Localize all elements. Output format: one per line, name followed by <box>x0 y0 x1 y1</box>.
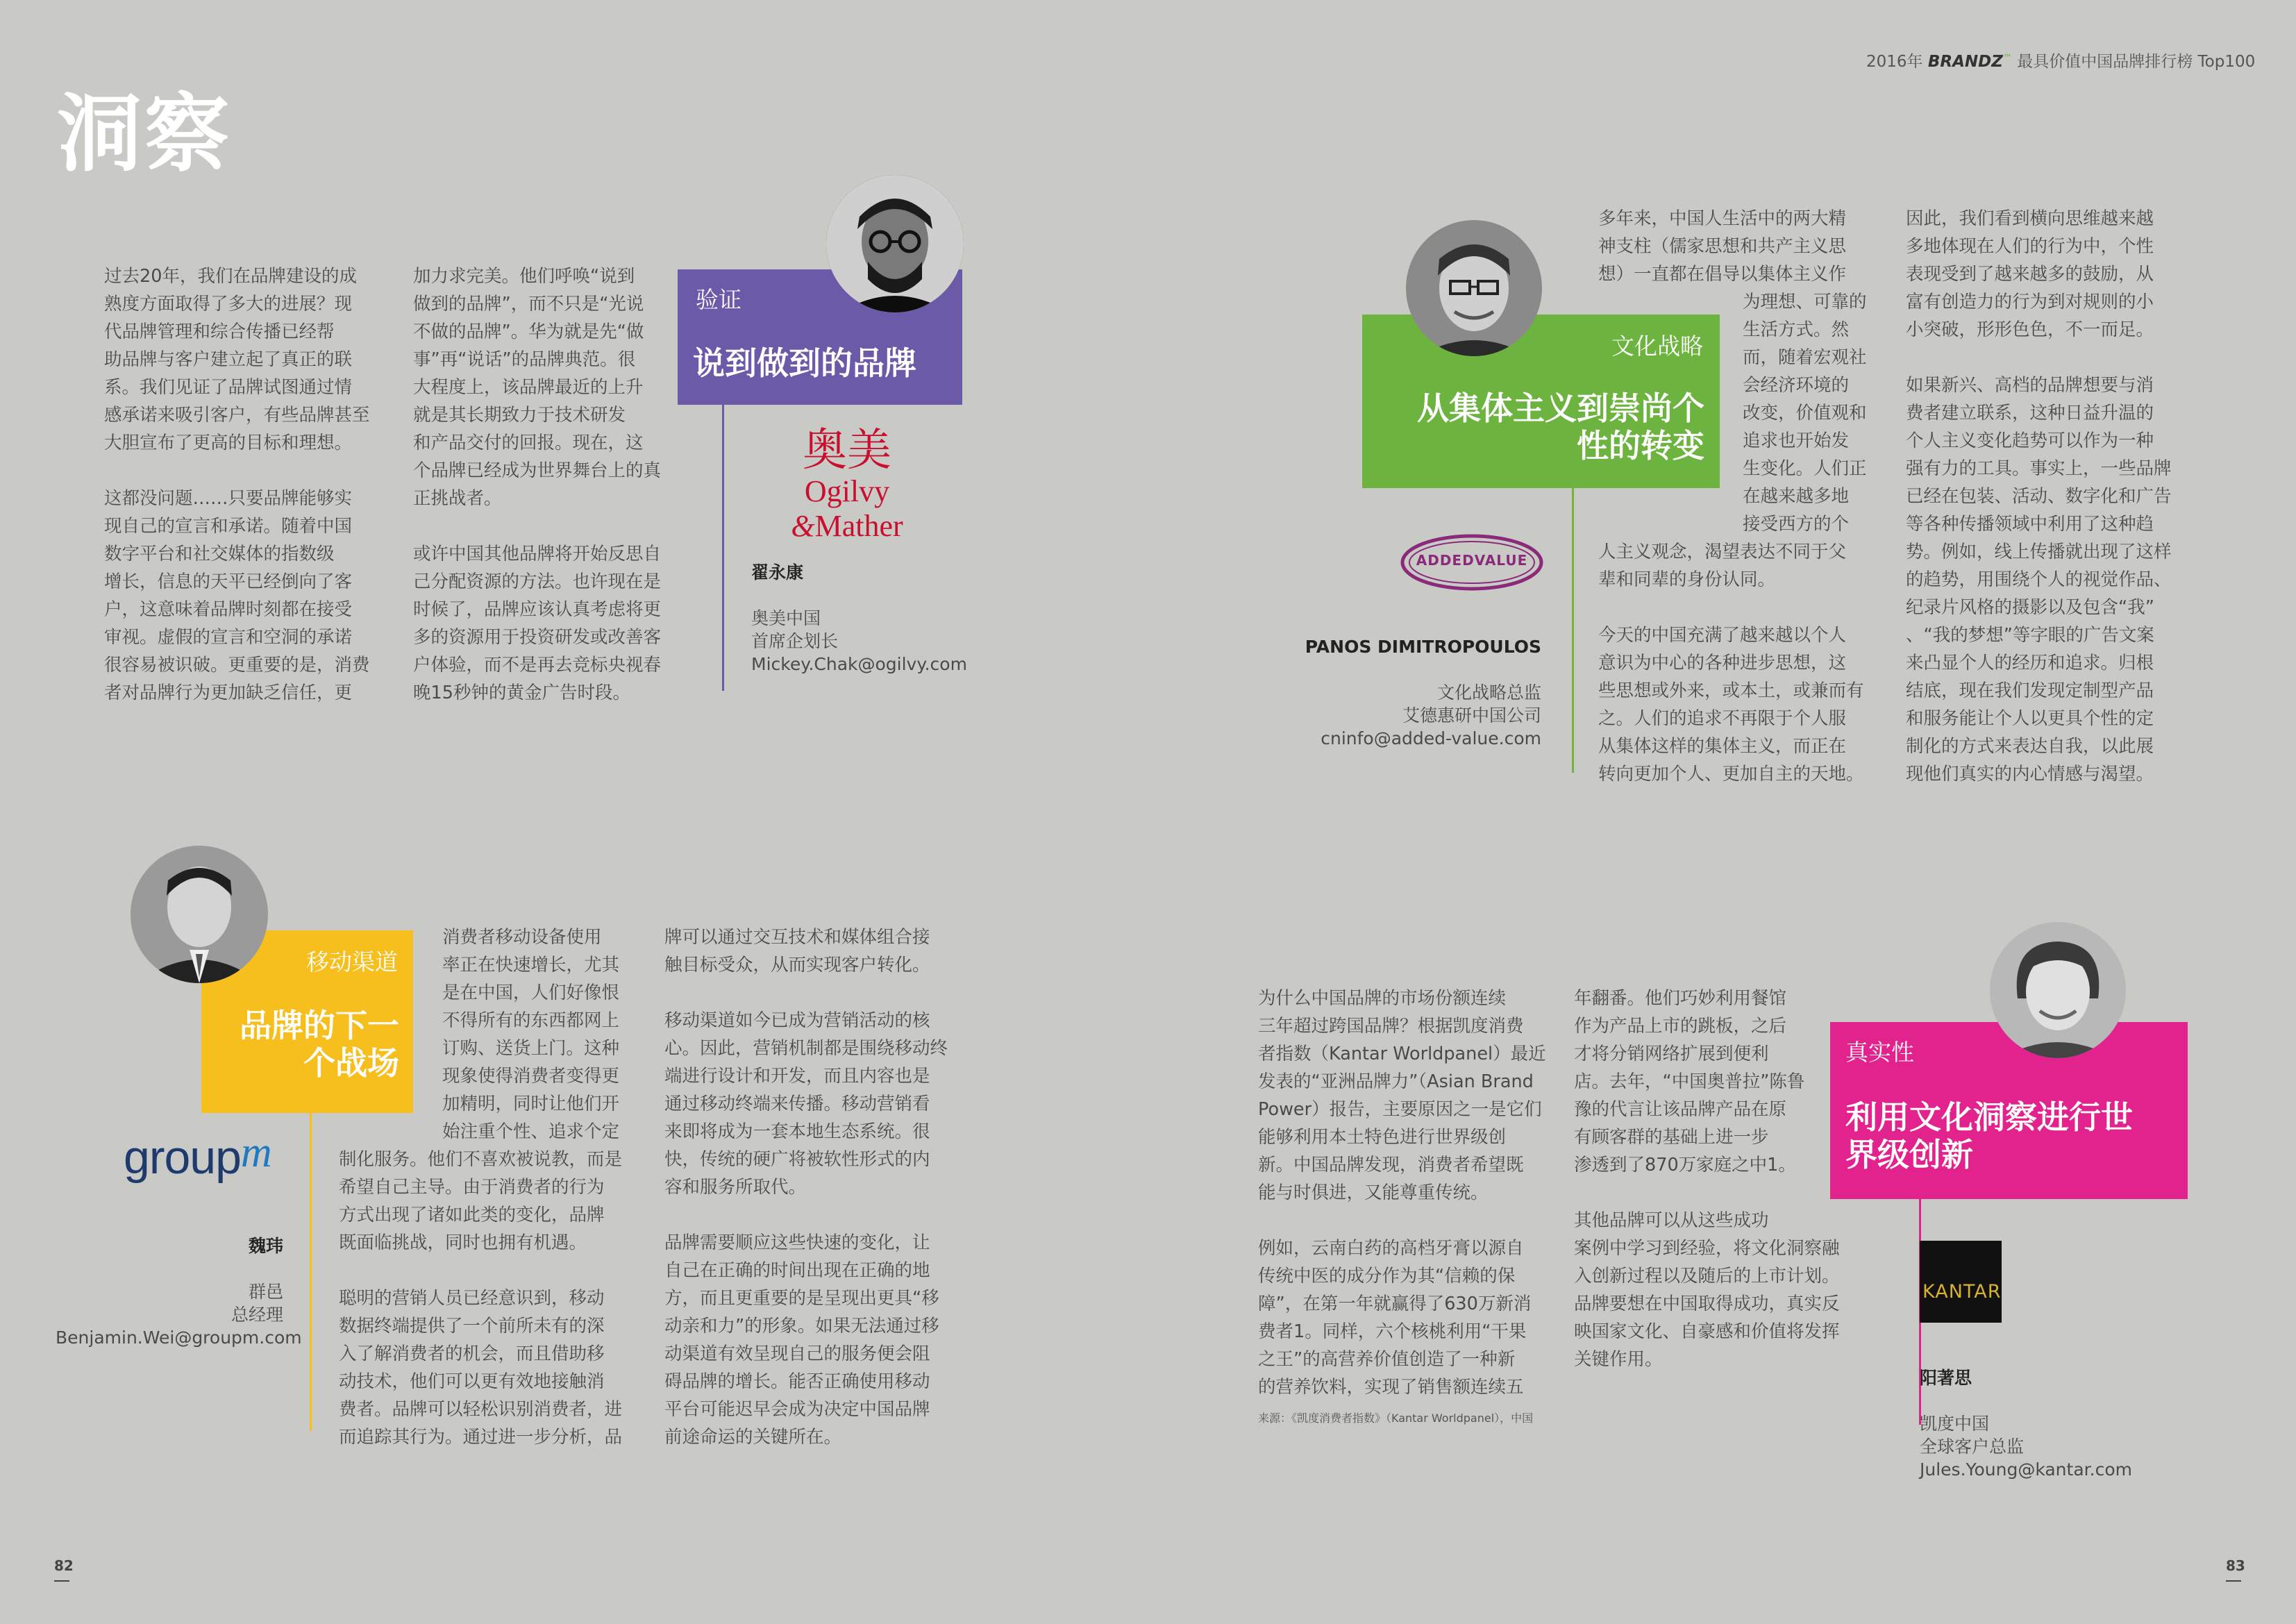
sec2-badge <box>1362 315 1720 488</box>
sec4-person-info: 凯度中国 全球客户总监 Jules.Young@kantar.com <box>1920 1414 2132 1480</box>
page-number-right-rule <box>2226 1580 2241 1582</box>
sec2-rule <box>1572 488 1574 773</box>
page-number-left-rule <box>54 1580 69 1582</box>
sec2-col1-bot: 人主义观念，渴望表达不同于父 辈和同辈的身份认同。 今天的中国充满了越来越以个人 意识为中心的各种进步思想，这 些思想或外来，或本土，或兼而有 之。人们的追求不再限于个人服 从集体这样的集体主义，而正在 转向更加个人、更加自主的天地。 <box>1598 542 1864 785</box>
sec4-badge <box>1830 1022 2188 1199</box>
sec4-person-name: 阳著思 <box>1920 1368 1972 1388</box>
sec2-tag: 文化战略 <box>1611 333 1703 360</box>
sec2-col2: 因此，我们看到横向思维越来越 多地体现在人们的行为中，个性 表现受到了越来越多的鼓励，从 富有创造力的行为到对规则的小 小突破，形形色色，不一而足。 如果新兴、高档的品牌想要与消 费者建立联系，这种日益升温的 个人主义变化趋势可以作为一种 强有力的工具。事实上，一些品牌 已经在包装、活动、数字化和广告 等各种传播领域中利用了这种趋 势。例如，线上传播就出现了这样 的趋势，用围绕个人的视觉作品、 纪录片风格的摄影以及包含“我” 、“我的梦想”等字眼的广告文案 来凸显个人的经历和追求。归根 结底，现在我们发现定制型产品 和服务能让个人以更具个性的定 制化的方式来表达自我，以此展 现他们真实的内心情感与渴望。 <box>1906 208 2172 785</box>
sec3-person-info: 群邑 总经理 Benjamin.Wei@groupm.com <box>56 1282 302 1348</box>
sec2-person-info: 文化战略总监 艾德惠研中国公司 cninfo@added-value.com <box>1321 683 1541 748</box>
sec1-col2: 加力求完美。他们呼唤“说到 做到的品牌”，而不只是“光说 不做的品牌”。华为就是先“做 事”再“说话”的品牌典范。很 大程度上，该品牌最近的上升 就是其长期致力于技术研发 和产品交付的回报。现在，这 个品牌已经成为世界舞台上的真 正挑战者。 或许中国其他品牌将开始反思自 己分配资源的方法。也许现在是 时候了，品牌应该认真考虑将更 多的资源用于投资研发或改善客 户体验，而不是再去竞标央视春 晚15秒钟的黄金广告时段。 <box>413 266 662 703</box>
sec3-tag: 移动渠道 <box>306 948 398 976</box>
addedvalue-logo <box>1399 531 1545 594</box>
kantar-logo-text: KANTAR <box>1922 1281 2002 1303</box>
sec3-rule <box>310 1113 312 1431</box>
groupm-logo <box>124 1128 290 1184</box>
sec1-person-info: 奥美中国 首席企划长 Mickey.Chak@ogilvy.com <box>751 608 967 674</box>
sec3-col1-top: 消费者移动设备使用 率正在快速增长，尤其 是在中国，人们好像恨 不得所有的东西都网上 订购、送货上门。这种 现象使得消费者变得更 加精明，同时让他们开 始注重个性、追求个定 <box>442 927 620 1142</box>
sec1-title: 说到做到的品牌 <box>693 344 916 382</box>
header-rest: 最具价值中国品牌排行榜 Top100 <box>2011 53 2256 71</box>
sec4-tag: 真实性 <box>1845 1039 1914 1066</box>
page-number-right: 83 <box>2226 1557 2245 1574</box>
sec4-source: 来源：《凯度消费者指数》（Kantar Worldpanel），中国 <box>1258 1412 1534 1425</box>
sec2-person-name: PANOS DIMITROPOULOS <box>1305 637 1541 657</box>
sec3-col1-bot: 制化服务。他们不喜欢被说教，而是 希望自己主导。由于消费者的行为 方式出现了诸如此类的变化，品牌 既面临挑战，同时也拥有机遇。 聪明的营销人员已经意识到，移动 数据终端提供了一个前所未有的深 入了解消费者的机会，而且借助移 动技术，他们可以更有效地接触消 费者。品牌可以轻松识别消费者，进 而追踪其行为。通过进一步分析，品 <box>339 1149 623 1448</box>
header-year: 2016年 <box>1866 53 1928 71</box>
sec1-person <box>751 538 973 698</box>
sec1-person-name: 翟永康 <box>751 562 804 583</box>
sec4-col1: 为什么中国品牌的市场份额连续 三年超过跨国品牌？根据凯度消费 者指数（Kantar Worldpanel）最近 发表的“亚洲品牌力”（Asian Brand Power）报告，主要原因之一是它们 能够利用本土特色进行世界级创 新。中国品牌发现，消费者希望既 能与时俱进，又能尊重传统。 例如，云南白药的高档牙膏以源自 传统中医的成分作为其“信赖的保 障”，在第一年就赢得了630万新消 费者1。同样，六个核桃利用“干果 之王”的高营养价值创造了一种新 的营养饮料，实现了销售额连续五 <box>1258 988 1546 1398</box>
sec3-col2: 牌可以通过交互技术和媒体组合接 触目标受众，从而实现客户转化。 移动渠道如今已成为营销活动的核 心。因此，营销机制都是围绕移动终 端进行设计和开发，而且内容也是 通过移动终端来传播。移动营销看 来即将成为一套本地生态系统。很 快，传统的硬广将被软性形式的内 容和服务所取代。 品牌需要顺应这些快速的变化，让 自己在正确的时间出现在正确的地 方，而且更重要的是呈现出更具“移 动亲和力”的形象。如果无法通过移 动渠道有效呈现自己的服务便会阻 碍品牌的增长。能否正确使用移动 平台可能迟早会成为决定中国品牌 前途命运的关键所在。 <box>664 927 948 1448</box>
addedvalue-logo-text: ADDEDVALUE <box>1416 552 1528 569</box>
sec2-col1-top: 多年来，中国人生活中的两大精 神支柱（儒家思想和共产主义思 想）一直都在倡导以集体主义作 <box>1598 208 1847 285</box>
sec3-person <box>56 1212 302 1372</box>
running-header <box>1866 49 2255 72</box>
page-number-left: 82 <box>54 1557 74 1574</box>
portrait-panos-icon <box>1406 220 1542 356</box>
ogilvy-logo-word1: Ogilvy <box>804 474 890 508</box>
groupm-logo-m: m <box>240 1129 272 1176</box>
sec1-tag: 验证 <box>696 286 741 313</box>
avatar-young <box>1990 922 2126 1058</box>
page-title: 洞察 <box>57 85 232 183</box>
avatar-wei <box>131 846 268 983</box>
avatar-zhai <box>826 175 964 312</box>
portrait-wei-icon <box>131 846 268 983</box>
sec1-col1: 过去20年，我们在品牌建设的成 熟度方面取得了多大的进展？现 代品牌管理和综合传播已经帮 助品牌与客户建立起了真正的联 系。我们见证了品牌试图通过情 感承诺来吸引客户，有些品牌甚至 大胆宣布了更高的目标和理想。 这都没问题……只要品牌能够实 现自己的宣言和承诺。随着中国 数字平台和社交媒体的指数级 增长，信息的天平已经倒向了客 户，这意味着品牌时刻都在接受 审视。虚假的宣言和空洞的承诺 很容易被识破。更重要的是，消费 者对品牌行为更加缺乏信任，更 <box>104 266 370 703</box>
ogilvy-logo-word2: Mather <box>814 509 903 543</box>
sec4-col2: 年翻番。他们巧妙利用餐馆 作为产品上市的跳板，之后 才将分销网络扩展到便利 店。去年，“中国奥普拉”陈鲁 豫的代言让该品牌产品在原 有顾客群的基础上进一步 渗透到了870万家庭之中1。 其他品牌可以从这些成功 案例中学习到经验，将文化洞察融 入创新过程以及随后的上市计划。 品牌要想在中国取得成功，真实反 映国家文化、自豪感和价值将发挥 关键作用。 <box>1574 988 1840 1370</box>
brandz-logo: BRANDZ <box>1927 53 2003 71</box>
ogilvy-logo-cn: 奥美 <box>803 425 891 476</box>
sec1-rule <box>722 405 724 691</box>
groupm-logo-word: group <box>124 1131 241 1184</box>
sec3-person-name: 魏玮 <box>248 1236 283 1256</box>
sec4-title: 利用文化洞察进行世 界级创新 <box>1845 1098 2133 1173</box>
sec4-person <box>1920 1343 2156 1504</box>
brandz-tm: ™ <box>2002 53 2012 64</box>
ogilvy-logo-amp: & <box>791 509 815 543</box>
sec3-title: 品牌的下一 个战场 <box>240 1007 399 1082</box>
sec2-person <box>1250 612 1541 773</box>
avatar-panos <box>1406 220 1542 356</box>
sec2-col1-mid: 为理想、可靠的 生活方式。然 而，随着宏观社 会经济环境的 改变，价值观和 追求也开始发 生变化。人们正 在越来越多地 接受西方的个 <box>1743 292 1867 535</box>
ogilvy-logo-en <box>750 474 944 544</box>
portrait-zhai-icon <box>826 175 964 312</box>
ogilvy-logo <box>750 427 944 544</box>
kantar-logo <box>1920 1241 2002 1323</box>
portrait-young-icon <box>1990 922 2126 1058</box>
sec2-title: 从集体主义到崇尚个 性的转变 <box>1417 390 1704 464</box>
